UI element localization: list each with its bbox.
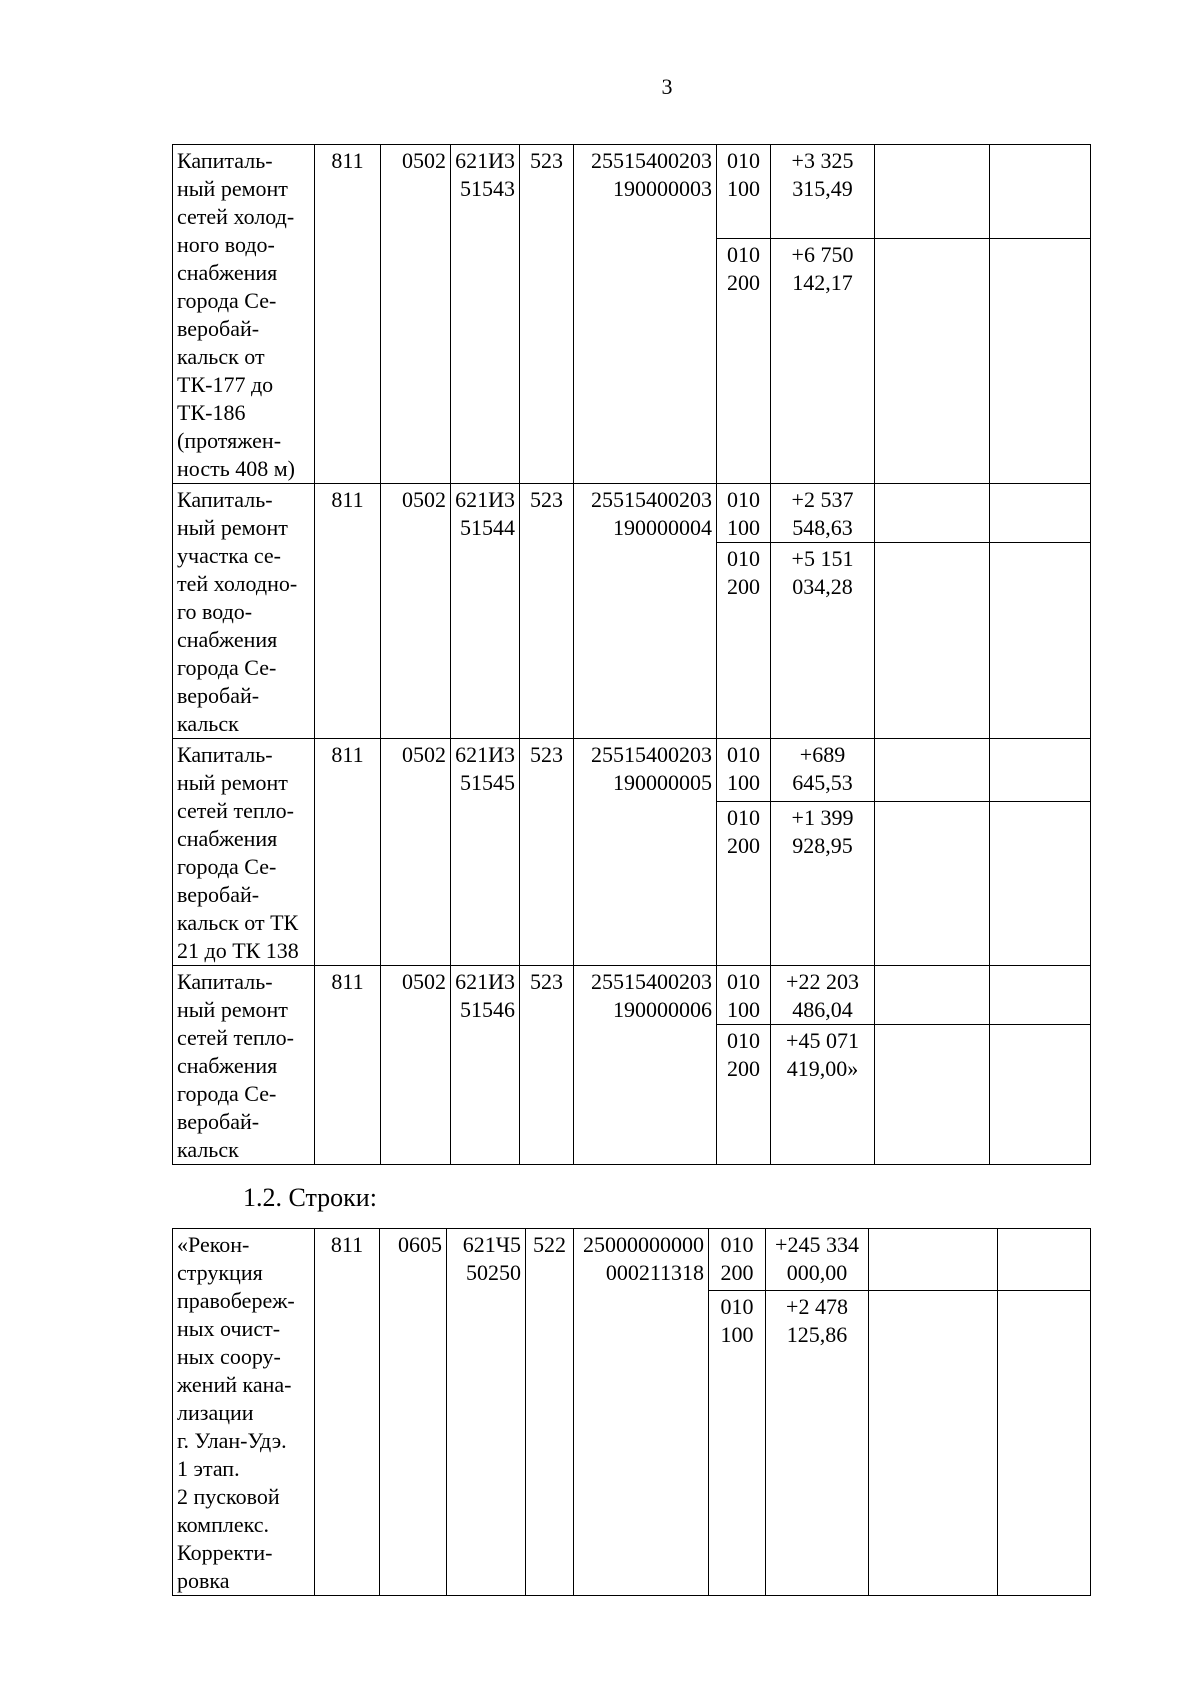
grbs-cell: 811 — [315, 1229, 380, 1596]
target-article-cell: 621Ч5 50250 — [447, 1229, 526, 1596]
section-cell: 0502 — [381, 484, 451, 739]
expense-type-cell: 523 — [520, 145, 574, 484]
budget-table-2 — [172, 1228, 1091, 1596]
table-row — [173, 484, 1091, 543]
kosgu-cell: 010 200 — [717, 1025, 771, 1165]
empty-cell — [869, 1229, 998, 1291]
amount-cell: +2 478 125,86 — [766, 1291, 869, 1596]
target-article-cell: 621И3 51543 — [451, 145, 520, 484]
object-code-cell: 25515400203 190000005 — [574, 739, 717, 966]
empty-cell — [990, 801, 1091, 965]
expense-type-cell: 523 — [520, 966, 574, 1165]
amount-cell: +1 399 928,95 — [771, 801, 875, 965]
object-name-cell: Капиталь- ный ремонт сетей тепло- снабжения города Се- веробай- кальск от ТК 21 до ТК 138 — [173, 739, 315, 966]
kosgu-cell: 010 100 — [717, 145, 771, 239]
kosgu-cell: 010 200 — [709, 1229, 766, 1291]
amount-cell: +3 325 315,49 — [771, 145, 875, 239]
table-row — [173, 739, 1091, 802]
section-heading: 1.2. Строки: — [243, 1183, 377, 1212]
empty-cell — [990, 1025, 1091, 1165]
expense-type-cell: 523 — [520, 484, 574, 739]
object-code-cell: 25000000000 000211318 — [574, 1229, 709, 1596]
object-name-cell: Капиталь- ный ремонт сетей тепло- снабжения города Се- веробай- кальск — [173, 966, 315, 1165]
object-name-cell: Капиталь- ный ремонт участка се- тей холодно- го водо- снабжения города Се- веробай- кальск — [173, 484, 315, 739]
kosgu-cell: 010 100 — [717, 484, 771, 543]
empty-cell — [990, 239, 1091, 484]
kosgu-cell: 010 200 — [717, 801, 771, 965]
kosgu-cell: 010 100 — [717, 966, 771, 1025]
empty-cell — [990, 145, 1091, 239]
empty-cell — [990, 739, 1091, 802]
kosgu-cell: 010 100 — [709, 1291, 766, 1596]
empty-cell — [875, 966, 990, 1025]
object-code-cell: 25515400203 190000006 — [574, 966, 717, 1165]
object-name-cell: Капиталь- ный ремонт сетей холод- ного водо- снабжения города Се- веробай- кальск от ТК-177 до ТК-186 (протяжен- ность 408 м) — [173, 145, 315, 484]
section-cell: 0605 — [380, 1229, 447, 1596]
amount-cell: +6 750 142,17 — [771, 239, 875, 484]
table-row — [173, 1229, 1091, 1291]
table-row — [173, 145, 1091, 239]
amount-cell: +45 071 419,00» — [771, 1025, 875, 1165]
empty-cell — [875, 484, 990, 543]
empty-cell — [875, 145, 990, 239]
kosgu-cell: 010 200 — [717, 239, 771, 484]
empty-cell — [990, 543, 1091, 739]
object-name-cell: «Рекон- струкция правобереж- ных очист- ных соору- жений кана- лизации г. Улан-Удэ. 1 этап. 2 пусковой комплекс. Корректи- ровка — [173, 1229, 315, 1596]
empty-cell — [875, 801, 990, 965]
grbs-cell: 811 — [315, 145, 381, 484]
amount-cell: +2 537 548,63 — [771, 484, 875, 543]
section-cell: 0502 — [381, 739, 451, 966]
empty-cell — [990, 484, 1091, 543]
budget-table-1 — [172, 144, 1091, 1165]
empty-cell — [875, 739, 990, 802]
kosgu-cell: 010 100 — [717, 739, 771, 802]
grbs-cell: 811 — [315, 484, 381, 739]
empty-cell — [875, 543, 990, 739]
empty-cell — [998, 1291, 1091, 1596]
grbs-cell: 811 — [315, 739, 381, 966]
table-row — [173, 966, 1091, 1025]
target-article-cell: 621И3 51544 — [451, 484, 520, 739]
kosgu-cell: 010 200 — [717, 543, 771, 739]
expense-type-cell: 522 — [526, 1229, 574, 1596]
amount-cell: +5 151 034,28 — [771, 543, 875, 739]
section-cell: 0502 — [381, 145, 451, 484]
empty-cell — [875, 1025, 990, 1165]
object-code-cell: 25515400203 190000004 — [574, 484, 717, 739]
expense-type-cell: 523 — [520, 739, 574, 966]
empty-cell — [998, 1229, 1091, 1291]
empty-cell — [990, 966, 1091, 1025]
object-code-cell: 25515400203 190000003 — [574, 145, 717, 484]
amount-cell: +245 334 000,00 — [766, 1229, 869, 1291]
grbs-cell: 811 — [315, 966, 381, 1165]
target-article-cell: 621И3 51546 — [451, 966, 520, 1165]
target-article-cell: 621И3 51545 — [451, 739, 520, 966]
empty-cell — [875, 239, 990, 484]
empty-cell — [869, 1291, 998, 1596]
amount-cell: +689 645,53 — [771, 739, 875, 802]
section-cell: 0502 — [381, 966, 451, 1165]
page-number: 3 — [661, 74, 673, 99]
amount-cell: +22 203 486,04 — [771, 966, 875, 1025]
